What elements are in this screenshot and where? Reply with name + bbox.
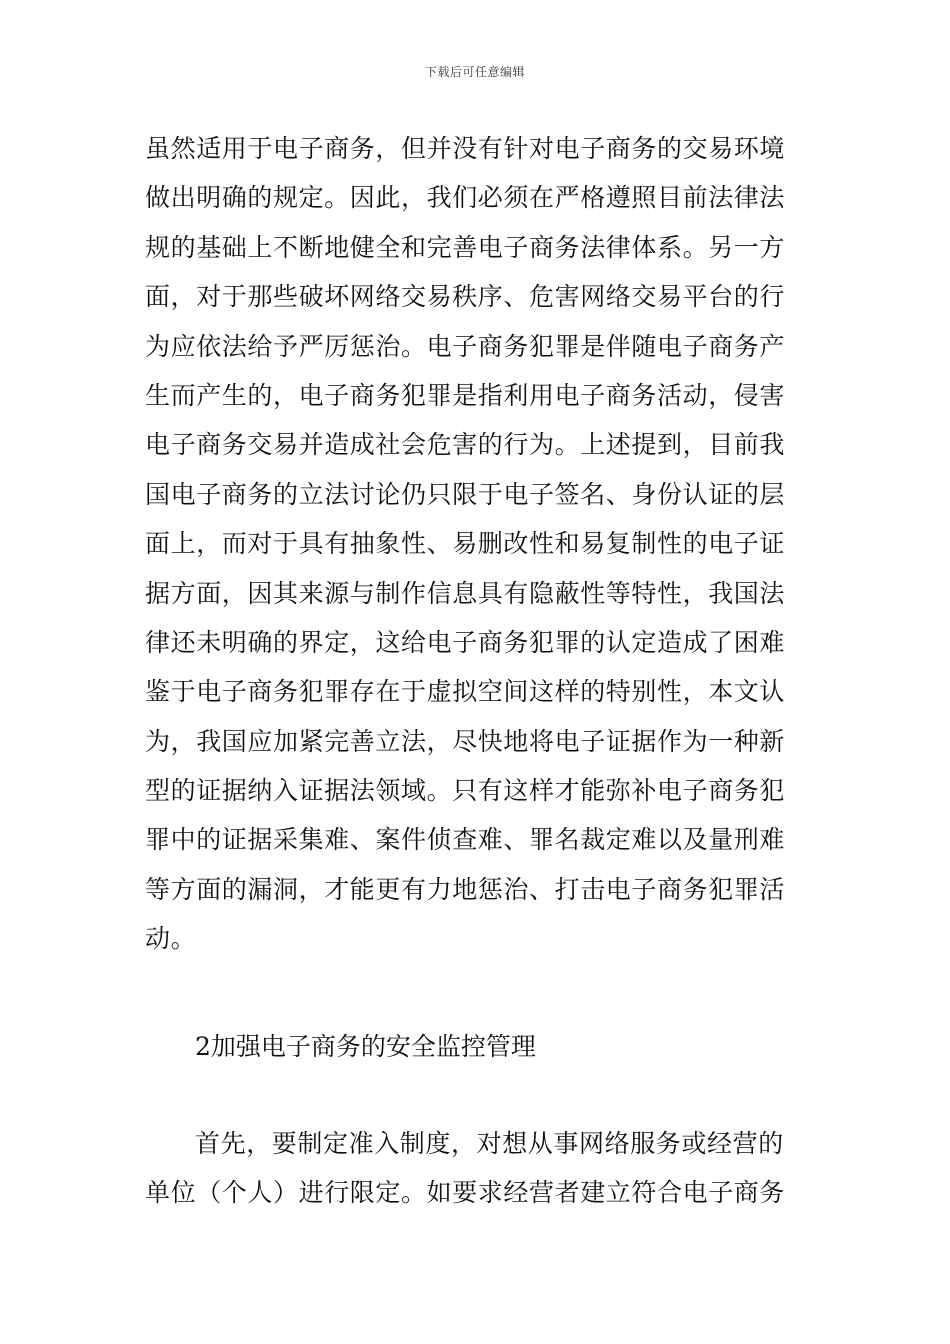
section-heading: 2加强电子商务的安全监控管理 bbox=[195, 1032, 536, 1061]
text-line: 罪中的证据采集难、案件侦查难、罪名裁定难以及量刑难 bbox=[145, 825, 786, 855]
text-line: 面，对于那些破坏网络交易秩序、危害网络交易平台的行 bbox=[145, 282, 786, 312]
text-line: 国电子商务的立法讨论仍只限于电子签名、身份认证的层 bbox=[145, 479, 786, 509]
text-line: 动。 bbox=[145, 924, 197, 954]
text-line: 面上，而对于具有抽象性、易删改性和易复制性的电子证 bbox=[145, 529, 786, 559]
paragraph-body-2 bbox=[145, 1119, 807, 1218]
text-line: 电子商务交易并造成社会危害的行为。上述提到，目前我 bbox=[145, 430, 786, 460]
text-line: 首先，要制定准入制度，对想从事网络服务或经营的 bbox=[195, 1129, 784, 1158]
text-line: 据方面，因其来源与制作信息具有隐蔽性等特性，我国法 bbox=[145, 578, 786, 608]
text-line: 生而产生的，电子商务犯罪是指利用电子商务活动，侵害 bbox=[145, 380, 786, 410]
header-note: 下载后可任意编辑 bbox=[424, 65, 525, 79]
text-line: 等方面的漏洞，才能更有力地惩治、打击电子商务犯罪活 bbox=[145, 874, 786, 904]
text-line: 做出明确的规定。因此，我们必须在严格遵照目前法律法 bbox=[145, 183, 786, 213]
text-line: 为应依法给予严厉惩治。电子商务犯罪是伴随电子商务产 bbox=[145, 331, 786, 361]
text-line: 规的基础上不断地健全和完善电子商务法律体系。另一方 bbox=[145, 232, 786, 262]
text-line: 单位（个人）进行限定。如要求经营者建立符合电子商务 bbox=[145, 1178, 786, 1208]
text-line: 为，我国应加紧完善立法，尽快地将电子证据作为一种新 bbox=[145, 726, 786, 756]
text-line: 律还未明确的界定，这给电子商务犯罪的认定造成了困难 bbox=[145, 627, 786, 657]
text-line: 鉴于电子商务犯罪存在于虚拟空间这样的特别性，本文认 bbox=[145, 677, 786, 707]
paragraph-body bbox=[145, 124, 807, 964]
text-line: 虽然适用于电子商务，但并没有针对电子商务的交易环境 bbox=[145, 134, 786, 163]
text-line: 型的证据纳入证据法领域。只有这样才能弥补电子商务犯 bbox=[145, 776, 786, 806]
